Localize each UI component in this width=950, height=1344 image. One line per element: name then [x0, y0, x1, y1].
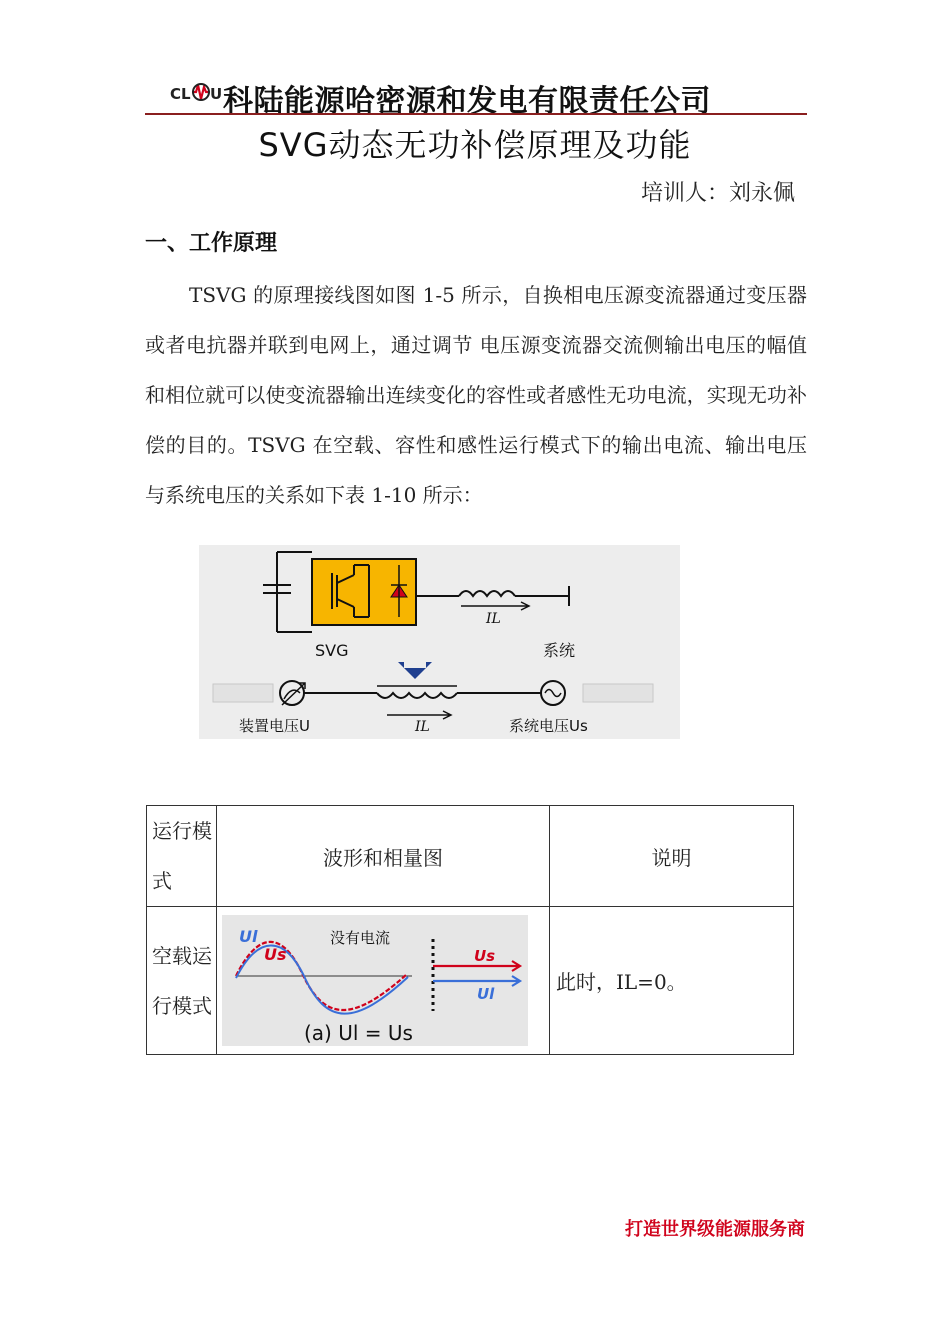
header-mode: 运行模式 — [147, 806, 217, 907]
ul-label: Ul — [239, 927, 258, 946]
document-title: SVG动态无功补偿原理及功能 — [258, 126, 692, 164]
phasor-us-label: Us — [474, 947, 496, 965]
row-note — [550, 907, 794, 1055]
us-label: Us — [264, 945, 287, 964]
phasor-ul-label: Ul — [477, 985, 495, 1003]
waveform-phasor-figure — [222, 915, 528, 1046]
system-label: 系统 — [543, 641, 576, 660]
table-row — [147, 907, 794, 1055]
trainer-line: 培训人：刘永佩 — [640, 181, 795, 206]
company-name: 科陆能源哈密源和发电有限责任公司 — [223, 84, 711, 119]
device-voltage-label: 装置电压U — [239, 717, 310, 735]
no-current-caption: 没有电流 — [330, 929, 391, 947]
svg-text:CL: CL — [170, 85, 191, 103]
body-paragraph: TSVG 的原理接线图如图 1-5 所示，自换相电压源变流器通过变压器或者电抗器并联到电网上，通过调节 电压源变流器交流侧输出电压的幅值和相位就可以使变流器输出连续变化的容性或者感性无功电流，实现无功补偿的目的。TSVG 在空载、容性和感性运行模式下的输出电流、输出电压与系统电压的关系如下表 1-10 所示： — [145, 283, 807, 507]
operating-mode-table — [146, 805, 794, 1055]
note-value: IL=0。 — [616, 970, 687, 994]
section-heading: 一、工作原理 — [145, 231, 278, 256]
row-mode: 空载运行模式 — [147, 907, 217, 1055]
svg-text:U: U — [210, 85, 222, 103]
table-header-row — [147, 806, 794, 907]
svg-label: SVG — [315, 641, 349, 660]
svg-wiring-diagram — [199, 545, 680, 739]
company-logo — [170, 80, 222, 104]
header-divider — [145, 113, 807, 115]
footer-slogan: 打造世界级能源服务商 — [625, 1219, 805, 1240]
header-waveform: 波形和相量图 — [217, 806, 550, 907]
formula-caption: (a) Ul = Us — [304, 1021, 413, 1045]
row-waveform — [217, 907, 550, 1055]
current-label-2: IL — [415, 719, 430, 735]
current-label: IL — [486, 611, 501, 627]
note-prefix: 此时， — [556, 970, 616, 994]
page-header — [145, 72, 807, 119]
header-note: 说明 — [550, 806, 794, 907]
system-voltage-label: 系统电压Us — [509, 717, 588, 735]
